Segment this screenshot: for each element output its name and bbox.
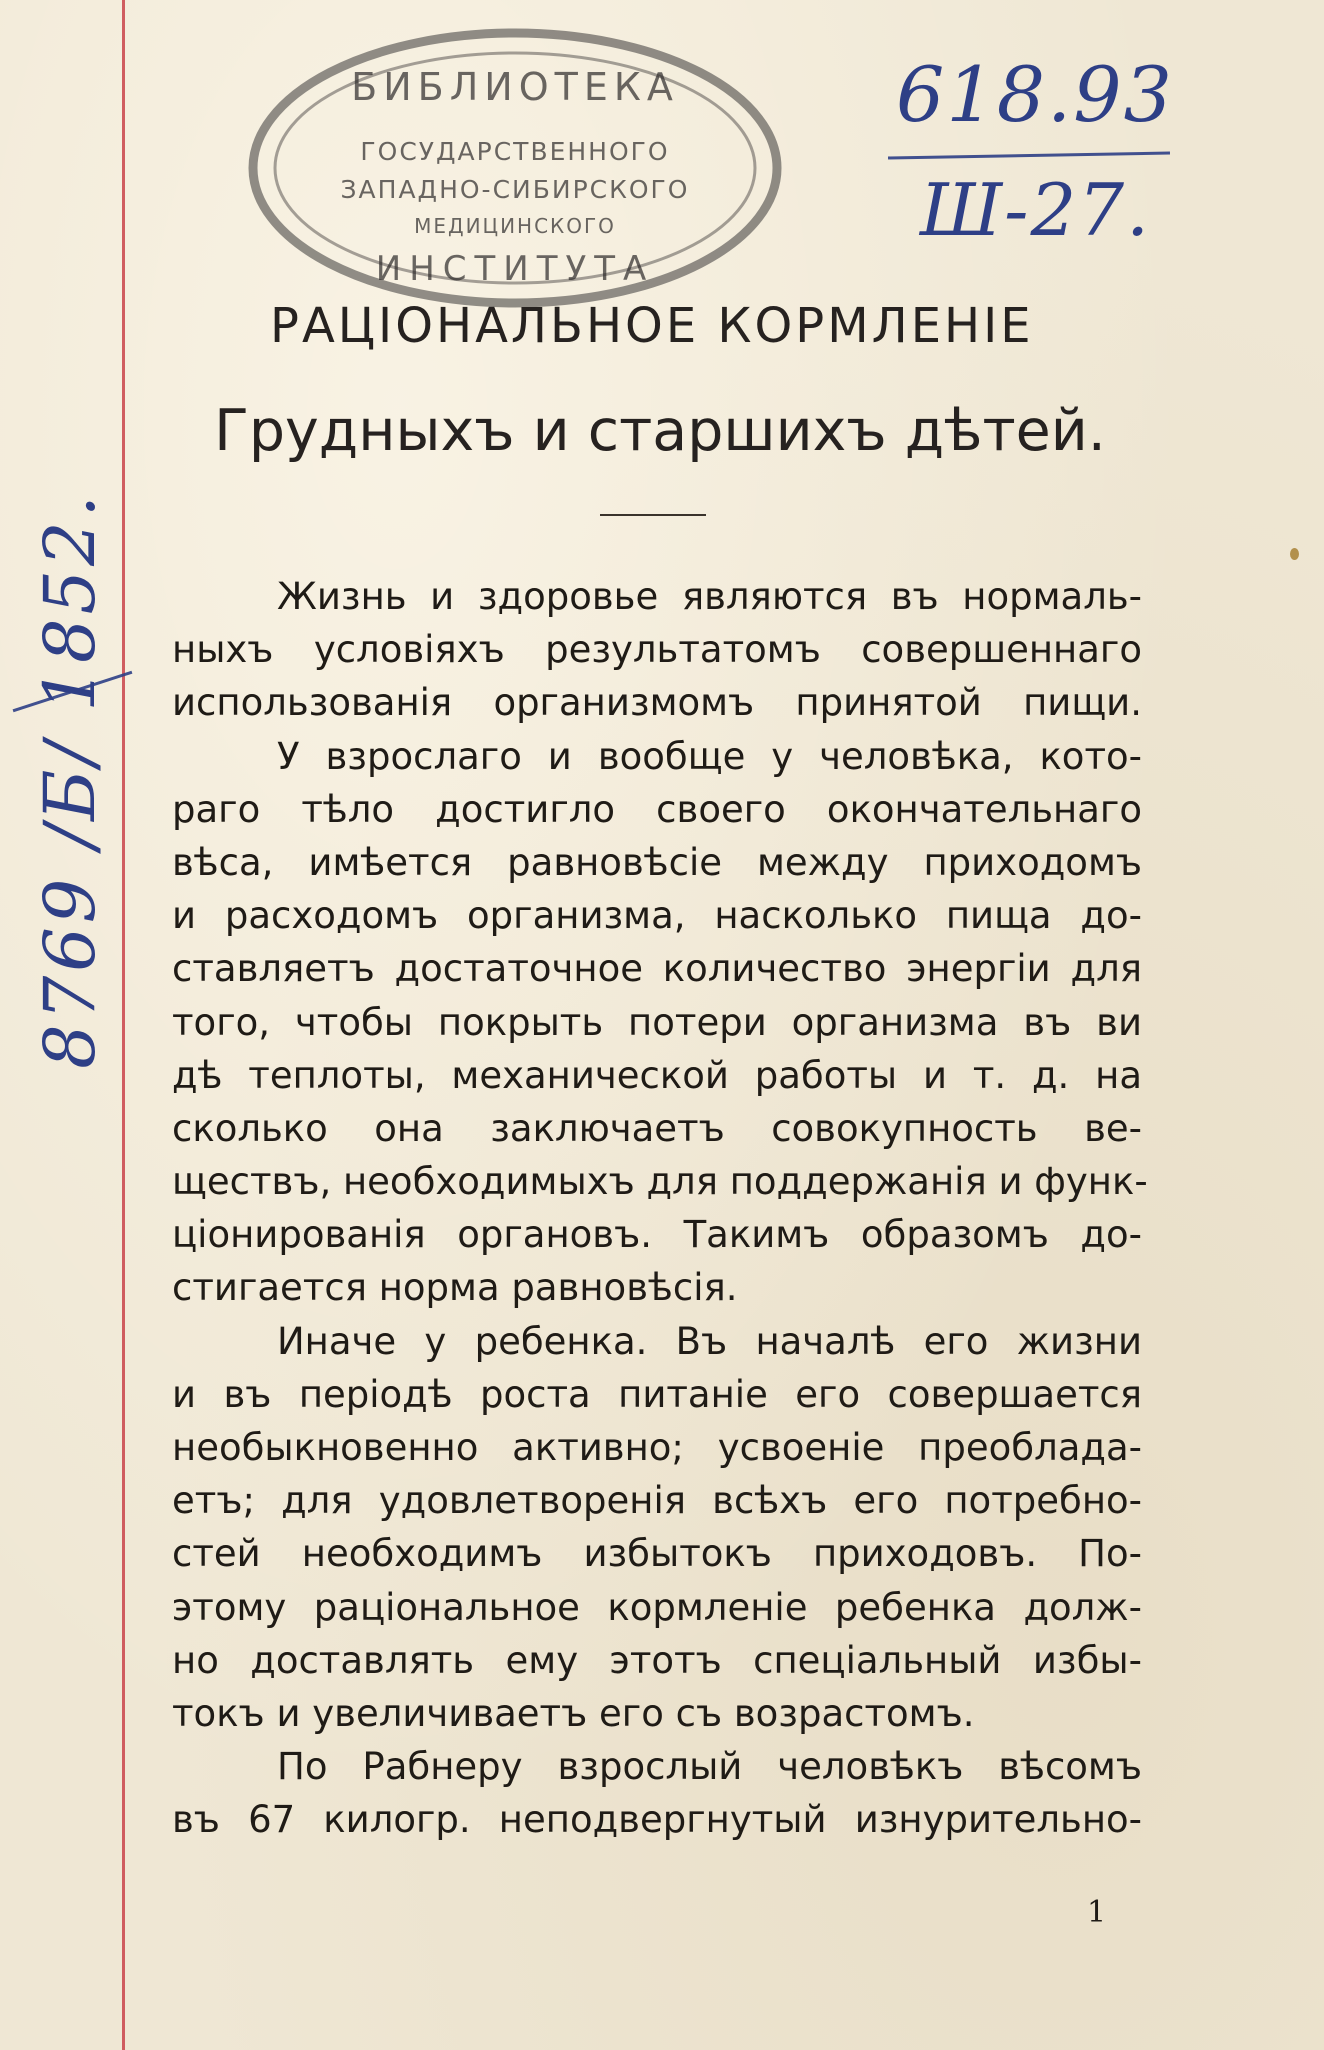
text-line: и въ періодѣ роста питаніе его совершается: [172, 1372, 1142, 1416]
page-title: РАЦІОНАЛЬНОЕ КОРМЛЕНІЕ: [270, 298, 1034, 354]
text-line: стигается норма равновѣсія.: [172, 1266, 738, 1310]
text-line: въ 67 килогр. неподвергнутый изнурительно-: [172, 1798, 1142, 1842]
text-line: этому раціональное кормленіе ребенка долж-: [172, 1585, 1142, 1629]
text-line: токъ и увеличиваетъ его съ возрастомъ.: [172, 1691, 975, 1735]
text-line: использованія организмомъ принятой пищи.: [172, 681, 1142, 725]
stamp-line-4: МЕДИЦИНСКОГО: [414, 214, 616, 238]
stamp-line-1: БИБЛИОТЕКА: [351, 65, 679, 109]
text-line: раго тѣло достигло своего окончательнаго: [172, 787, 1142, 831]
body-text: [172, 570, 1148, 1847]
text-line: Иначе у ребенка. Въ началѣ его жизни: [277, 1319, 1142, 1363]
margin-inventory-note: [10, 440, 120, 1140]
margin-note-text: 8769 /Б/ 1852.: [29, 491, 111, 1069]
text-line: ціонированія органовъ. Такимъ образомъ до-: [172, 1213, 1142, 1257]
text-line: вѣса, имѣется равновѣсіе между приходомъ: [172, 840, 1142, 884]
text-line: сколько она заключаетъ совокупность ве-: [172, 1106, 1142, 1150]
text-line: ставляетъ достаточное количество энергіи для: [172, 947, 1142, 991]
library-stamp-graphic: [240, 18, 790, 318]
stamp-line-2: ГОСУДАРСТВЕННОГО: [360, 137, 670, 166]
stamp-line-3: ЗАПАДНО-СИБИРСКОГО: [340, 175, 690, 204]
red-margin-line: [122, 0, 125, 2050]
call-number: [888, 50, 1188, 270]
call-number-line-1: 618.93: [896, 50, 1174, 139]
text-line: По Рабнеру взрослый человѣкъ вѣсомъ: [277, 1745, 1142, 1789]
call-number-line-2: Ш-27.: [920, 168, 1151, 252]
text-line: етъ; для удовлетворенія всѣхъ его потребно-: [172, 1479, 1142, 1523]
text-line: У взрослаго и вообще у человѣка, кото-: [277, 734, 1142, 778]
call-number-rule: [888, 152, 1170, 160]
text-line: и расходомъ организма, насколько пища до-: [172, 894, 1142, 938]
text-line: Жизнь и здоровье являются въ нормаль-: [277, 575, 1142, 618]
text-line: но доставлять ему этотъ спеціальный избы-: [172, 1638, 1142, 1682]
text-line: необыкновенно активно; усвоеніе преоблада-: [172, 1426, 1142, 1469]
text-line: того, чтобы покрыть потери организма въ ви: [172, 1000, 1142, 1044]
text-line: стей необходимъ избытокъ приходовъ. По-: [172, 1532, 1142, 1576]
library-stamp: [240, 18, 790, 318]
title-divider: [600, 514, 706, 516]
stamp-line-5: ИНСТИТУТА: [375, 249, 655, 289]
page-number: 1: [1087, 1895, 1107, 1930]
text-line: ществъ, необходимыхъ для поддержанія и функ-: [172, 1160, 1148, 1204]
text-line: ныхъ условіяхъ результатомъ совершеннаго: [172, 628, 1142, 672]
page-subtitle: Грудныхъ и старшихъ дѣтей.: [214, 398, 1106, 464]
text-line: дѣ теплоты, механической работы и т. д. на: [172, 1053, 1142, 1097]
ink-speck: [1290, 548, 1299, 560]
